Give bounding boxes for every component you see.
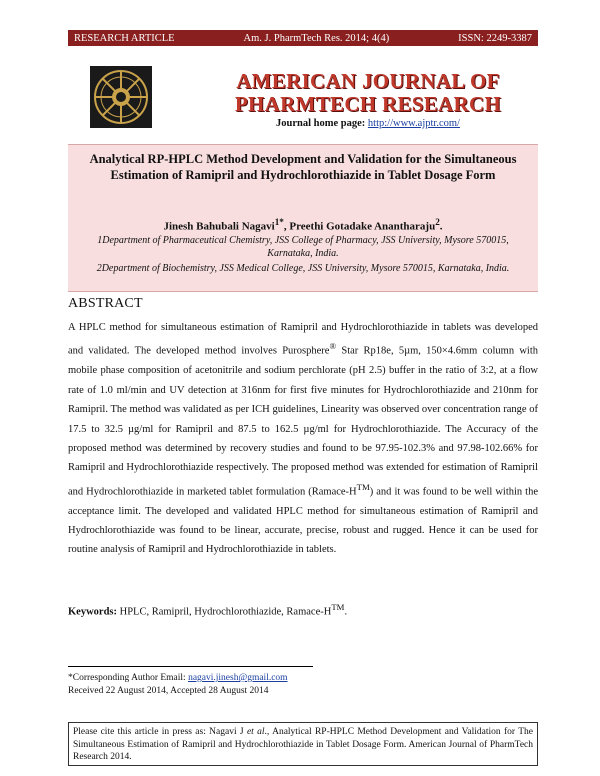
issn: ISSN: 2249-3387 <box>458 32 532 44</box>
corresponding-author <box>68 672 288 684</box>
paper-title: Analytical RP-HPLC Method Development and Validation for the Simultaneous Estimation of Ramipril and Hydrochlorothiazide in Tablet Dosage Form <box>89 152 517 182</box>
article-type: RESEARCH ARTICLE <box>74 32 175 44</box>
journal-homepage <box>218 118 518 129</box>
homepage-link[interactable]: http://www.ajptr.com/ <box>367 118 460 129</box>
trademark-mark: TM <box>331 602 345 612</box>
received-dates: Received 22 August 2014, Accepted 28 August 2014 <box>68 686 269 696</box>
abstract-heading: ABSTRACT <box>68 296 143 311</box>
author-end: . <box>439 220 443 233</box>
title-box <box>68 144 538 292</box>
author-name: Jinesh Bahubali Nagavi <box>163 220 275 233</box>
cite-text: ., Analytical RP-HPLC Method Development and Validation for The Simultaneous Estimation of Ramipril and Hydrochlorothiazide in Tablet Dosage Form. American Journal of PharmTech Research 2014. <box>73 727 533 762</box>
author-affiliation-mark: 2 <box>435 217 440 227</box>
keywords-end: . <box>344 606 348 618</box>
footnote-divider <box>68 666 313 667</box>
registered-mark: ® <box>329 341 337 352</box>
cite-text: Please cite this article in press as: Nagavi J <box>73 727 247 737</box>
author-list <box>78 217 528 233</box>
abstract-text-part: ) and it was found to be well within the acceptance limit. The developed and validated HPLC method for simultaneous estimation of Ramipril and Hydrochlorothiazide was found to be linear, accurate, precise, robust and rugged. Hence it can be used for routine analysis of Ramipril and Hydrochlorothiazide in tablets. <box>68 486 539 556</box>
affiliation-1: 1Department of Pharmaceutical Chemistry, JSS College of Pharmacy, JSS University, Mysore 570015, Karnataka, India. <box>97 235 509 259</box>
journal-seal-logo <box>90 66 152 128</box>
citation-box <box>68 722 538 766</box>
author-name: Preethi Gotadake Anantharaju <box>289 220 436 233</box>
author-separator: , <box>283 220 290 233</box>
abstract-text-part: Star Rp18e, 5µm, 150×4.6mm column with mobile phase composition of acetonitrile and sodium perchlorate (pH 2.5) buffer in the ratio of 3:2, at a flow rate of 1.0 ml/min and UV detection at 316nm for first five minutes for Hydrochlorothiazide and 210nm for Ramipril. The method was validated as per ICH guidelines, Linearity was observed over concentration range of 17.5 to 32.5 µg/ml for Ramipril and 87.5 to 162.5 µg/ml for Hydrochlorothiazide. The Accuracy of the proposed method was determined by recovery studies and found to be 97.95-102.3% and 97.98-102.66% for Ramipril and Hydrochlorothiazide respectively. The proposed method was extended for estimation of Ramipril and Hydrochlorothiazide in marketed tablet formulation (Ramace-H <box>68 345 538 498</box>
journal-title: AMERICAN JOURNAL OF PHARMTECH RESEARCH <box>234 69 502 116</box>
keywords <box>68 602 538 618</box>
abstract-text <box>68 318 538 560</box>
trademark-mark: TM <box>356 481 370 492</box>
header-bar <box>68 30 538 46</box>
homepage-label: Journal home page: <box>276 118 366 129</box>
keywords-label: Keywords: <box>68 606 117 618</box>
author-email-link[interactable]: nagavi.jinesh@gmail.com <box>188 673 288 683</box>
abstract-text-part: A HPLC method for simultaneous estimation of Ramipril and Hydrochlorothiazide in tablets was developed and validated. The developed method involves Purosphere <box>68 322 538 357</box>
cite-etal: et al <box>246 727 265 737</box>
journal-citation: Am. J. PharmTech Res. 2014; 4(4) <box>243 32 390 44</box>
corr-label: *Corresponding Author Email: <box>68 673 189 683</box>
journal-masthead <box>68 54 538 134</box>
author-affiliation-mark: 1* <box>274 217 284 227</box>
keywords-text: HPLC, Ramipril, Hydrochlorothiazide, Ramace-H <box>117 606 332 618</box>
affiliation-2: 2Department of Biochemistry, JSS Medical College, JSS University, Mysore 570015, Karnataka, India. <box>96 263 510 274</box>
